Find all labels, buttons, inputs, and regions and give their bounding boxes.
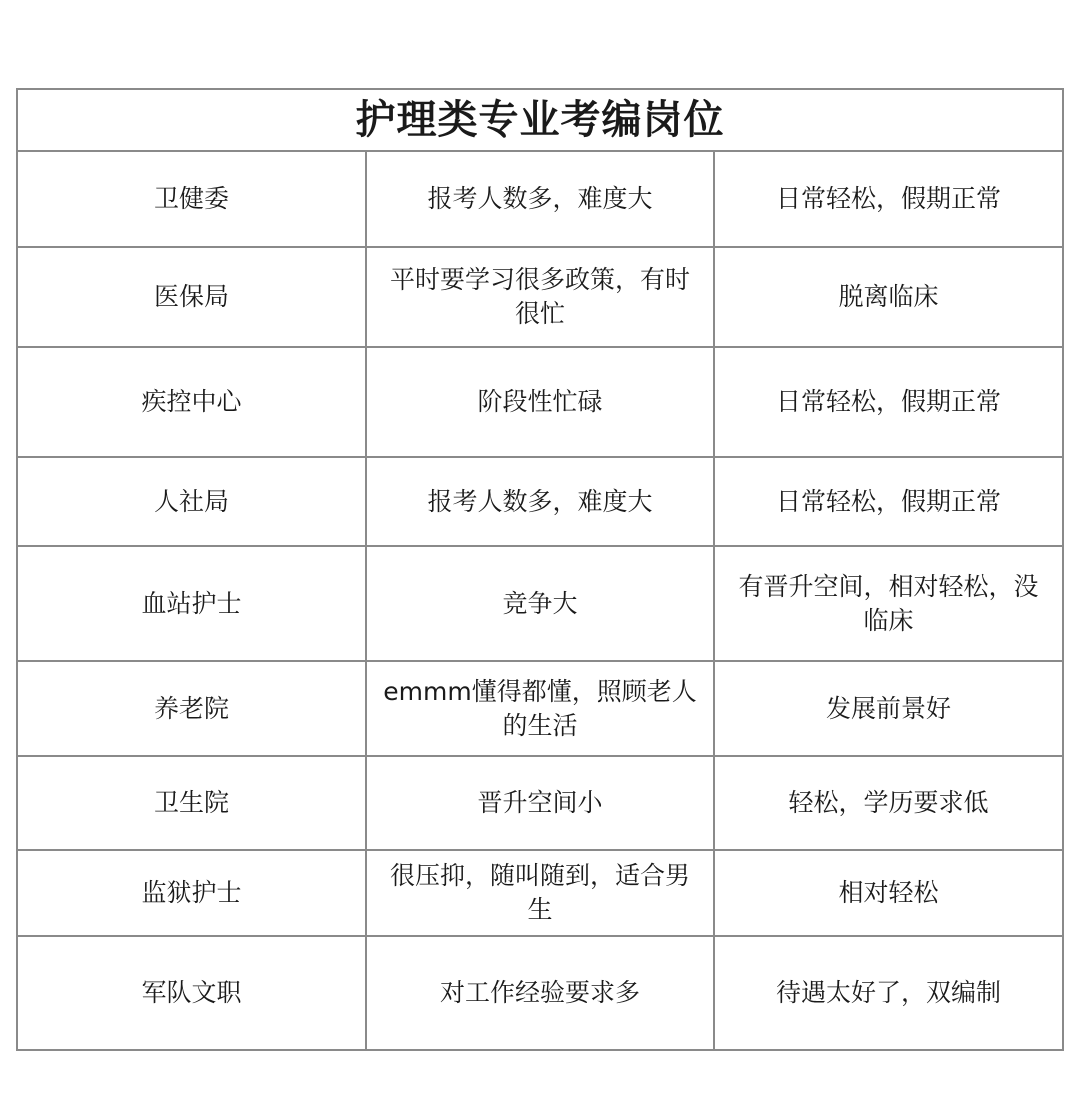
post-name-cell: 监狱护士 xyxy=(17,850,366,936)
table-row xyxy=(17,457,1063,546)
difficulty-cell: 对工作经验要求多 xyxy=(366,936,714,1050)
post-name-cell: 养老院 xyxy=(17,661,366,756)
difficulty-cell: 报考人数多，难度大 xyxy=(366,151,714,247)
nursing-posts-table xyxy=(16,88,1064,1051)
post-name-cell: 医保局 xyxy=(17,247,366,347)
table-row xyxy=(17,936,1063,1050)
benefit-cell: 发展前景好 xyxy=(714,661,1063,756)
post-name-cell: 人社局 xyxy=(17,457,366,546)
table-row xyxy=(17,661,1063,756)
benefit-cell: 待遇太好了，双编制 xyxy=(714,936,1063,1050)
table-row xyxy=(17,850,1063,936)
table-row xyxy=(17,546,1063,661)
difficulty-cell: 报考人数多，难度大 xyxy=(366,457,714,546)
difficulty-cell: 晋升空间小 xyxy=(366,756,714,850)
difficulty-cell: 平时要学习很多政策，有时很忙 xyxy=(366,247,714,347)
post-name-cell: 卫生院 xyxy=(17,756,366,850)
benefit-cell: 轻松，学历要求低 xyxy=(714,756,1063,850)
difficulty-cell: 很压抑，随叫随到，适合男生 xyxy=(366,850,714,936)
benefit-cell: 日常轻松，假期正常 xyxy=(714,151,1063,247)
table-row xyxy=(17,247,1063,347)
post-name-cell: 血站护士 xyxy=(17,546,366,661)
benefit-cell: 日常轻松，假期正常 xyxy=(714,347,1063,457)
difficulty-cell: emmm懂得都懂，照顾老人的生活 xyxy=(366,661,714,756)
difficulty-cell: 阶段性忙碌 xyxy=(366,347,714,457)
table-row xyxy=(17,756,1063,850)
post-name-cell: 疾控中心 xyxy=(17,347,366,457)
table-row xyxy=(17,347,1063,457)
post-name-cell: 卫健委 xyxy=(17,151,366,247)
post-name-cell: 军队文职 xyxy=(17,936,366,1050)
table-row xyxy=(17,151,1063,247)
difficulty-cell: 竞争大 xyxy=(366,546,714,661)
table-title: 护理类专业考编岗位 xyxy=(17,89,1063,151)
benefit-cell: 脱离临床 xyxy=(714,247,1063,347)
benefit-cell: 日常轻松，假期正常 xyxy=(714,457,1063,546)
benefit-cell: 有晋升空间，相对轻松，没临床 xyxy=(714,546,1063,661)
benefit-cell: 相对轻松 xyxy=(714,850,1063,936)
